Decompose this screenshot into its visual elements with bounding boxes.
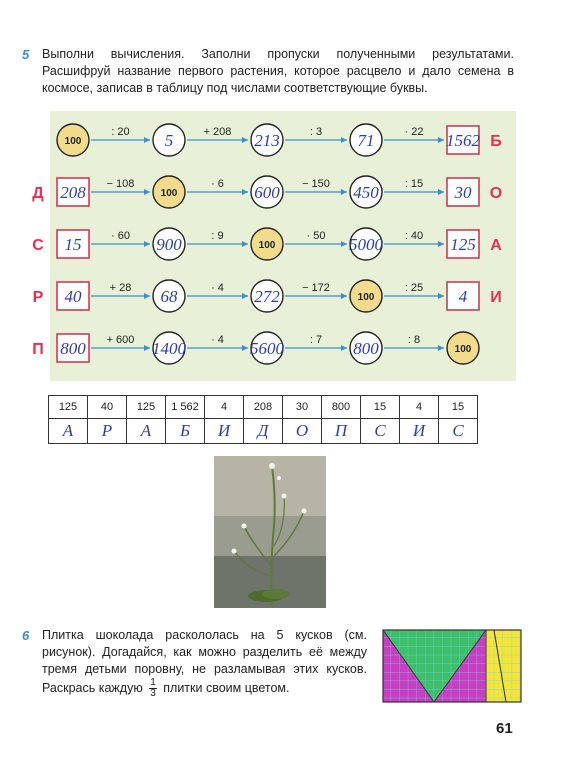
chain-operation: · 50 [306,230,326,242]
chain-operation: · 22 [404,126,424,138]
answer-table [48,395,478,444]
answer-number-cell: 15 [439,396,478,419]
chain-circle-value: 900 [156,235,182,254]
chain-arrowhead [341,189,347,195]
fraction-numerator: 1 [150,677,156,688]
chocolate-bar-figure [382,629,522,703]
chain-operation: : 20 [111,126,130,138]
answer-number-cell: 30 [283,396,322,419]
answer-letter-cell: С [439,419,478,444]
answer-letter-cell: Д [244,419,283,444]
chain-operation: : 8 [407,334,421,346]
task-5-number: 5 [22,47,30,62]
chain-operation: : 40 [404,230,424,242]
task-5-text: Выполни вычисления. Заполни пропуски полученными результатами. Расшифруй название первого растения, которое расцвело и дало семена в космосе, записав в таблицу под числами соответствующие буквы. [42,47,514,95]
chain-arrowhead [341,345,347,351]
answer-number-cell: 4 [400,396,439,419]
chain-end-letter: И [490,289,502,306]
chain-arrowhead [341,293,347,299]
calculation-chains-panel [32,111,516,381]
chain-arrowhead [242,137,248,143]
answer-number-cell: 40 [88,396,127,419]
chain-arrowhead [242,189,248,195]
chain-end-letter: А [490,237,502,254]
chain-answer-value: 30 [454,183,472,202]
chain-operation: − 108 [106,178,135,190]
chain-circle-value: 71 [357,131,375,150]
answer-letter-cell: Р [88,419,127,444]
chain-operation: · 4 [211,334,224,346]
chain-answer-value: 4 [458,287,468,306]
plant-photo [214,456,326,608]
chain-operation: · 4 [211,282,224,294]
chain-start-letter: Д [32,185,44,202]
answer-number-cell: 15 [361,396,400,419]
calculation-chains [32,111,516,381]
chain-operation: · 6 [211,178,224,190]
answer-letter-cell: П [322,419,361,444]
chain-arrowhead [438,241,444,247]
chain-start-letter: Р [32,289,44,306]
chain-circle-value: 272 [254,287,280,306]
answer-number-cell: 800 [322,396,361,419]
page-number: 61 [496,720,513,737]
chain-operation: : 9 [211,230,224,242]
chain-operation: − 150 [302,178,330,190]
answer-letter-cell: А [49,419,88,444]
chain-arrowhead [144,345,150,351]
chain-circle-value: 450 [353,183,379,202]
answer-table-numbers-row [49,396,478,419]
chain-answer-value: 15 [64,235,82,254]
chain-end-letter: Б [490,133,502,150]
chain-circle-value: 213 [254,131,280,150]
chain-given-value: 100 [160,188,178,199]
chain-circle-value: 1400 [152,339,186,358]
chain-circle-value: 68 [160,287,178,306]
chain-start-letter: П [32,341,44,358]
answer-number-cell: 208 [244,396,283,419]
chain-arrowhead [144,241,150,247]
chain-start-letter: С [32,237,44,254]
fraction-denominator: 3 [150,688,156,699]
chain-answer-value: 40 [64,287,82,306]
chain-operation: + 28 [109,282,132,294]
chain-circle-value: 5600 [250,339,284,358]
chain-operation: : 15 [404,178,424,190]
chain-circle-value: 800 [353,339,379,358]
chain-operation: + 600 [106,334,135,346]
answer-letter-cell: И [400,419,439,444]
chain-given-value: 100 [258,240,276,251]
chain-given-value: 100 [454,344,472,355]
chain-arrowhead [438,345,444,351]
chain-arrowhead [144,137,150,143]
answer-table-letters-row [49,419,478,444]
answer-letter-cell: А [127,419,166,444]
answer-letter-cell: И [205,419,244,444]
chain-arrowhead [242,293,248,299]
task-6-text-end: плитки своим цветом. [163,680,290,695]
chain-given-value: 100 [357,292,375,303]
chain-arrowhead [438,293,444,299]
chain-given-value: 100 [64,136,82,147]
answer-number-cell: 125 [49,396,88,419]
chain-answer-value: 208 [60,183,86,202]
chain-arrowhead [144,189,150,195]
chain-answer-value: 1562 [446,131,480,150]
chain-arrowhead [341,241,347,247]
answer-number-cell: 4 [205,396,244,419]
chain-answer-value: 125 [450,235,476,254]
chain-arrowhead [144,293,150,299]
chain-circle-value: 600 [254,183,280,202]
chain-operation: : 7 [309,334,323,346]
chain-arrowhead [242,241,248,247]
answer-letter-cell: Б [166,419,205,444]
chain-arrowhead [438,189,444,195]
answer-letter-cell: С [361,419,400,444]
chain-circle-value: 5000 [349,235,383,254]
answer-number-cell: 125 [127,396,166,419]
chain-circle-value: 5 [164,131,174,150]
answer-number-cell: 1 562 [166,396,205,419]
chain-answer-value: 800 [60,339,86,358]
answer-letter-cell: О [283,419,322,444]
chain-operation: : 3 [309,126,323,138]
chain-operation: − 172 [302,282,330,294]
chain-operation: + 208 [203,126,232,138]
chain-arrowhead [341,137,347,143]
task-6-number: 6 [22,628,30,643]
chain-arrowhead [438,137,444,143]
task-6-text [42,627,367,699]
chain-operation: · 60 [111,230,130,242]
chain-operation: : 25 [404,282,424,294]
chain-arrowhead [242,345,248,351]
chain-end-letter: О [489,185,503,202]
fraction-one-third [149,678,157,699]
task-6-text-main: Плитка шоколада раскололась на 5 кусков (см. рисунок). Догадайся, как можно разделить её между тремя детьми поровну, не разламывая этих кусков. Раскрась каждую [42,628,367,695]
